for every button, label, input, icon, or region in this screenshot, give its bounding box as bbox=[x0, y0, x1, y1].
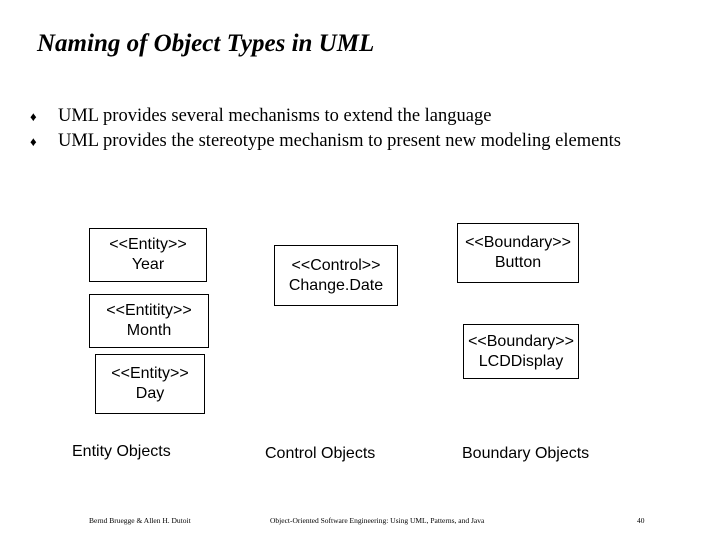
diamond-bullet-icon: ♦ bbox=[30, 134, 37, 149]
object-name: Change.Date bbox=[288, 276, 384, 294]
page-number: 40 bbox=[637, 516, 645, 525]
object-name: Button bbox=[494, 254, 542, 271]
entity-day-box bbox=[95, 354, 205, 414]
entity-month-box bbox=[89, 294, 209, 348]
bullet-text: UML provides several mechanisms to extend the language bbox=[58, 106, 492, 126]
object-name: Day bbox=[135, 385, 165, 402]
object-name: Year bbox=[131, 256, 165, 273]
stereotype-label: <<Entitity>> bbox=[106, 302, 192, 319]
diamond-bullet-icon: ♦ bbox=[30, 109, 37, 124]
footer-authors: Bernd Bruegge & Allen H. Dutoit bbox=[89, 516, 191, 525]
footer-book-title: Object-Oriented Software Engineering: Using UML, Patterns, and Java bbox=[270, 516, 485, 525]
control-objects-caption: Control Objects bbox=[265, 445, 376, 462]
stereotype-label: <<Boundary>> bbox=[468, 332, 574, 350]
control-change-date-box bbox=[274, 245, 398, 306]
stereotype-label: <<Control>> bbox=[291, 256, 381, 274]
boundary-lcd-display-box bbox=[463, 324, 579, 379]
object-name: LCDDisplay bbox=[478, 352, 564, 370]
boundary-objects-caption: Boundary Objects bbox=[462, 445, 590, 462]
slide-title: Naming of Object Types in UML bbox=[37, 30, 375, 57]
boundary-button-box bbox=[457, 223, 579, 283]
entity-objects-caption: Entity Objects bbox=[72, 443, 171, 460]
entity-year-box bbox=[89, 228, 207, 282]
stereotype-label: <<Entity>> bbox=[109, 236, 187, 253]
stereotype-label: <<Boundary>> bbox=[465, 234, 571, 251]
stereotype-label: <<Entity>> bbox=[111, 365, 189, 382]
bullet-text: UML provides the stereotype mechanism to present new modeling elements bbox=[58, 131, 621, 151]
object-name: Month bbox=[126, 322, 172, 339]
